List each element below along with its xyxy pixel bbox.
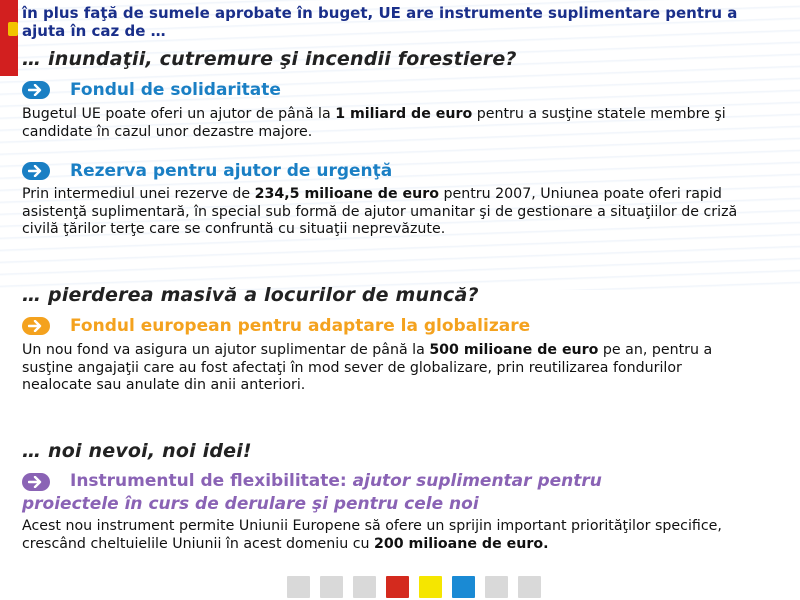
nav-square-blue[interactable] <box>452 576 475 598</box>
background-stripes <box>0 0 800 290</box>
arrow-right-icon <box>22 81 50 99</box>
flag-tab <box>0 0 18 76</box>
paragraph-flexibility-instrument: Acest nou instrument permite Uniunii Europene să ofere un sprijin important priorităţilor specifice, crescând cheltuielile Uniunii în acest domeniu cu 200 milioane de euro. <box>22 518 722 552</box>
nav-square-7[interactable] <box>485 576 508 598</box>
paragraph-solidarity-fund: Bugetul UE poate oferi un ajutor de până la 1 miliard de euro pentru a susţine statele membre şi candidate în cazul unor dezastre majore. <box>22 106 726 140</box>
nav-square-3[interactable] <box>353 576 376 598</box>
heading-solidarity-fund <box>22 80 281 100</box>
arrow-right-icon <box>22 162 50 180</box>
heading-label: Rezerva pentru ajutor de urgenţă <box>70 161 393 181</box>
heading-label: Instrumentul de flexibilitate: <box>70 471 347 491</box>
nav-square-2[interactable] <box>320 576 343 598</box>
heading-label: Fondul de solidaritate <box>70 80 281 100</box>
arrow-right-icon <box>22 473 50 491</box>
nav-square-1[interactable] <box>287 576 310 598</box>
nav-square-yellow[interactable] <box>419 576 442 598</box>
heading-flexibility-instrument <box>22 470 682 516</box>
heading-globalisation-fund <box>22 316 530 336</box>
intro-text: în plus faţă de sumele aprobate în buget, UE are instrumente suplimentare pentru a ajuta în caz de … <box>22 4 738 40</box>
question-job-loss: … pierderea masivă a locurilor de muncă? <box>22 284 479 306</box>
question-new-needs: … noi nevoi, noi idei! <box>22 440 252 462</box>
paragraph-emergency-reserve: Prin intermediul unei rezerve de 234,5 milioane de euro pentru 2007, Uniunea poate oferi rapid asistenţă suplimentară, în special sub formă de ajutor umanitar şi de gestionare a situaţiilor de criză civilă ţărilor terţe care se confruntă cu situaţii neprevăzute. <box>22 186 738 237</box>
heading-label: Fondul european pentru adaptare la globalizare <box>70 316 531 336</box>
page-navigation <box>287 576 541 598</box>
heading-italic-label: ajutor suplimentar pentru proiectele în curs de derulare şi pentru cele noi <box>22 471 602 514</box>
arrow-right-icon <box>22 317 50 335</box>
flag-tab-emblem <box>8 22 18 36</box>
nav-square-8[interactable] <box>518 576 541 598</box>
nav-square-red[interactable] <box>386 576 409 598</box>
question-disasters: … inundaţii, cutremure şi incendii forestiere? <box>22 48 517 70</box>
heading-emergency-reserve <box>22 161 392 181</box>
paragraph-globalisation-fund: Un nou fond va asigura un ajutor suplimentar de până la 500 milioane de euro pe an, pentru a susţine angajaţii care au fost afectaţi în mod sever de globalizare, prin reutilizarea fondurilor nealocate sau anulate din anii anteriori. <box>22 342 713 393</box>
